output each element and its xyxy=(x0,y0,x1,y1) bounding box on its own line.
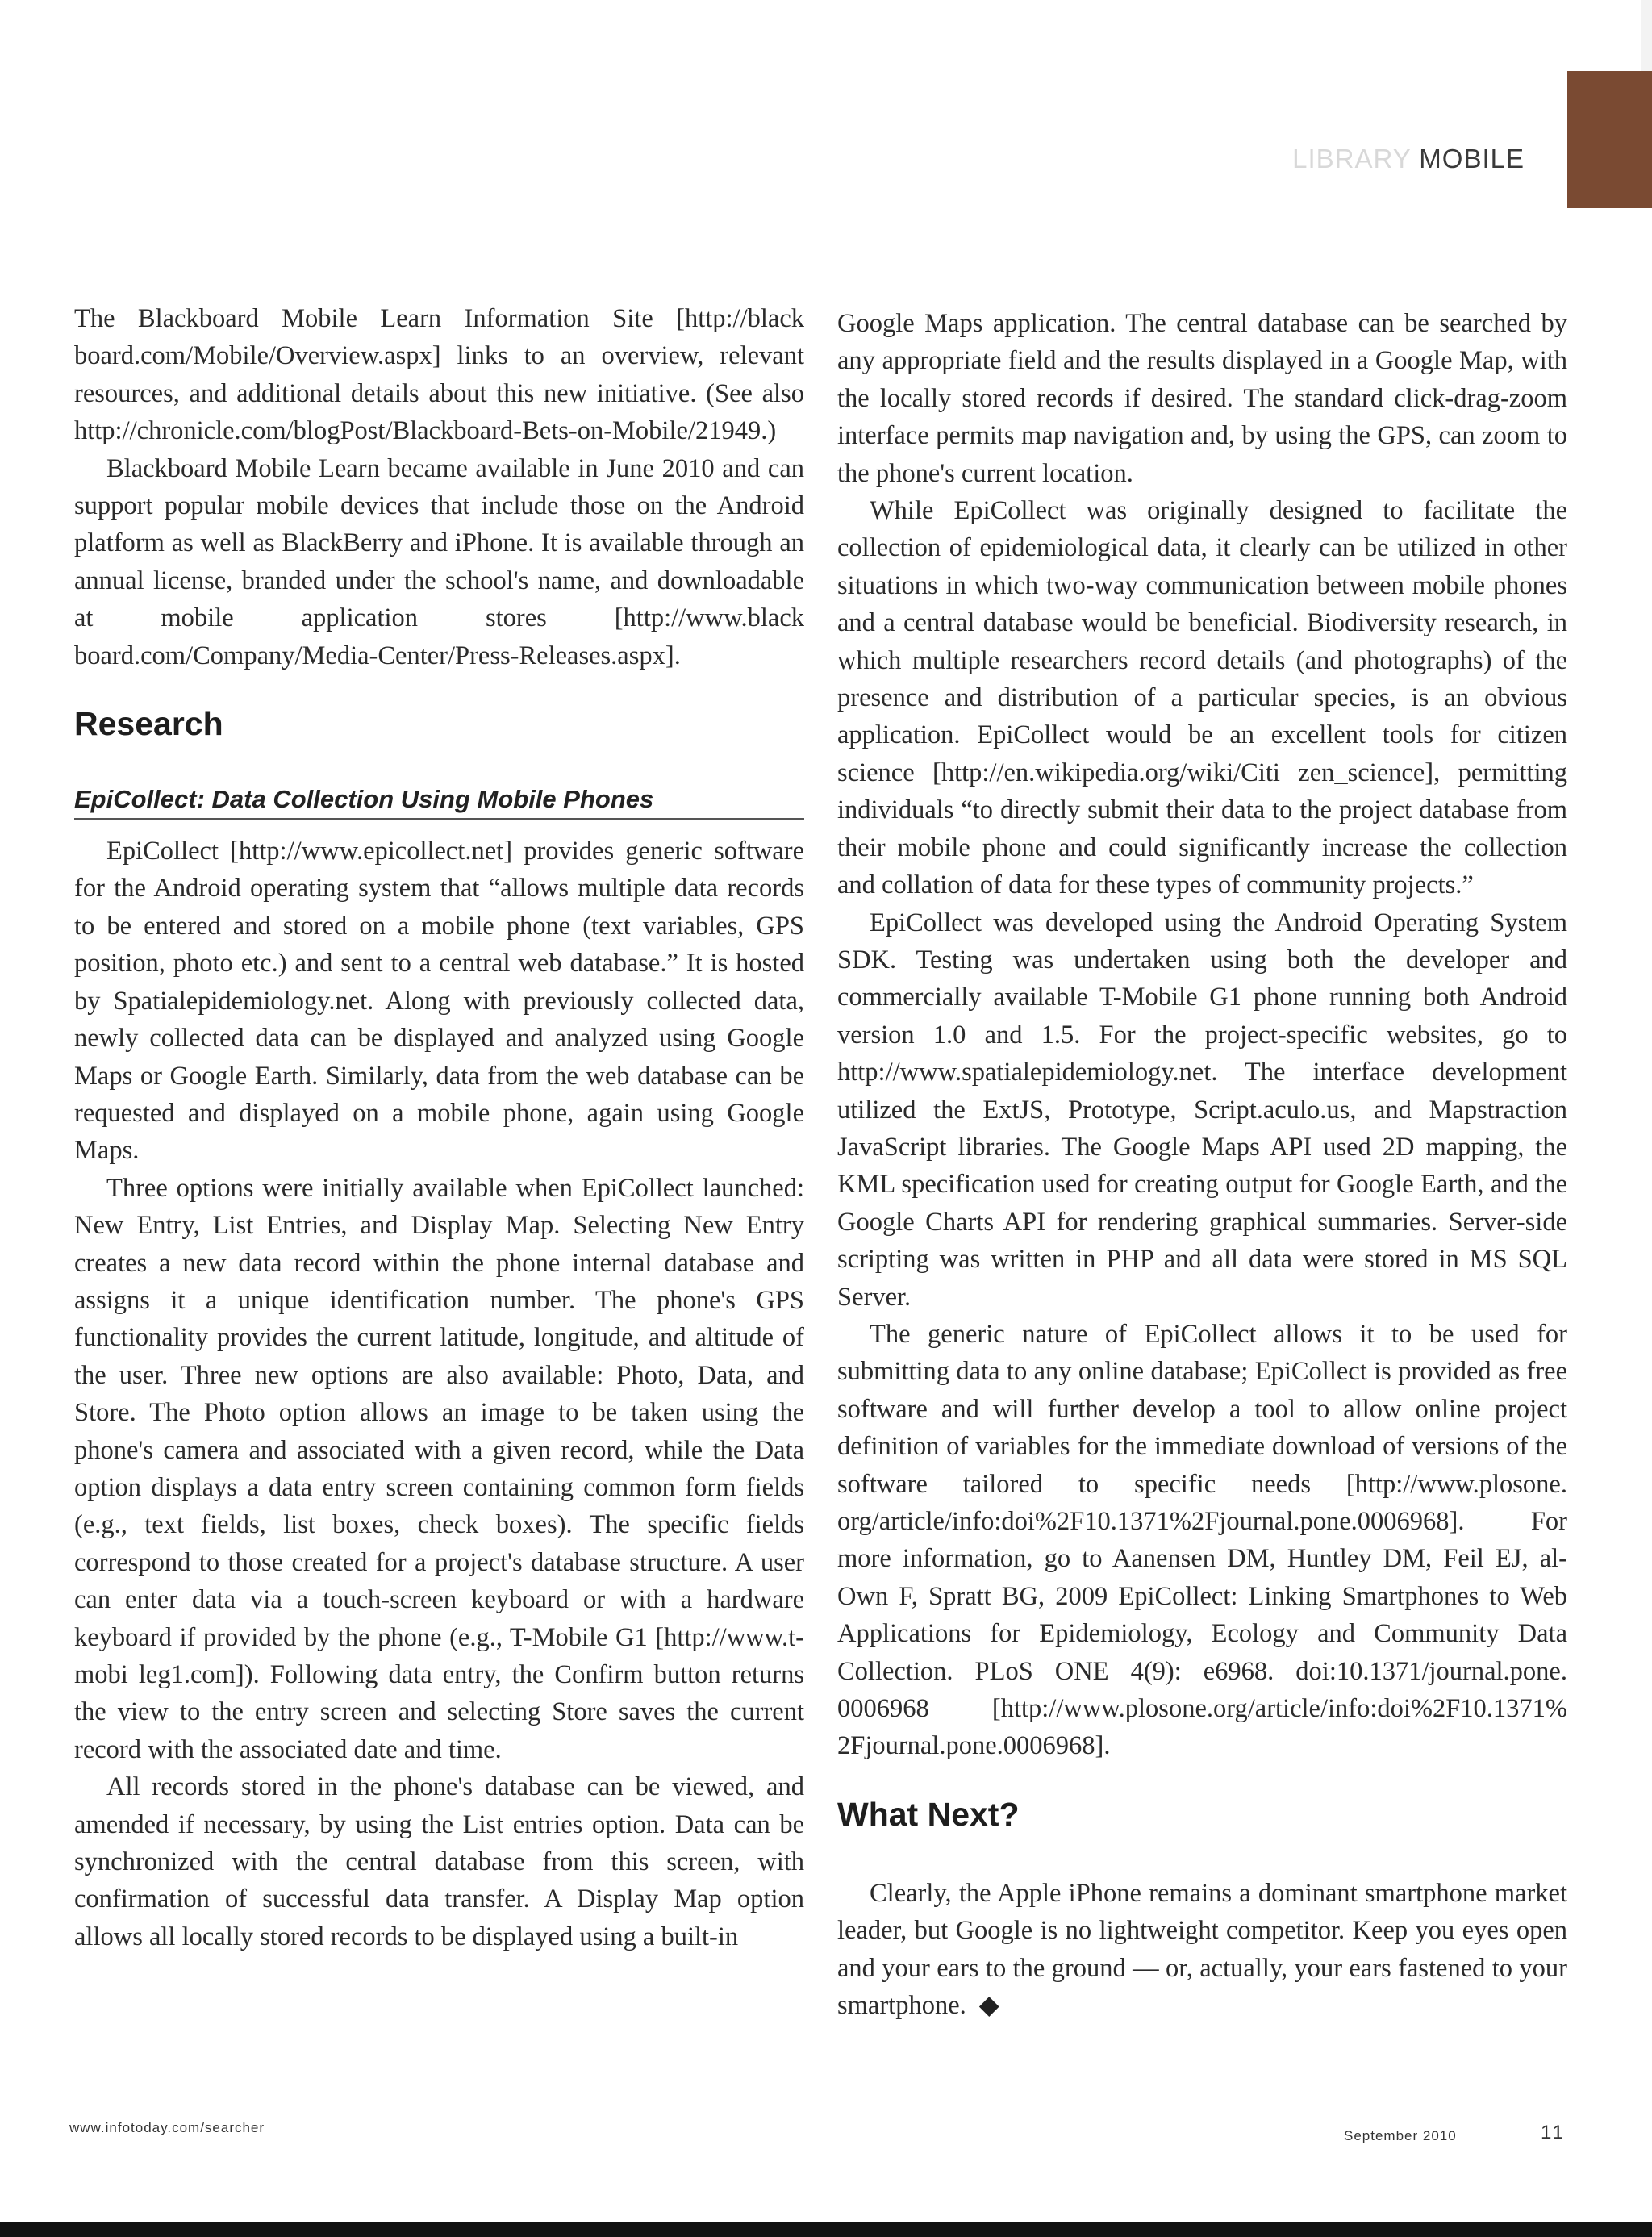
paragraph: While EpiCollect was originally designed to facilitate the collection of epidemiological data, it clearly can be utilized in other situations in which two-way communication between mobile phones and a central database would be beneficial. Biodiversity research, in which multiple researchers record details (and photographs) of the presence and distribution of a particular species, is an obvious application. EpiCollect would be an excellent tools for citizen science [http://en.wikipedia.org/wiki/Citi zen_science], permitting individuals “to directly submit their data to the project database from their mobile phone and could significantly increase the collection and collation of data for these types of community projects.” xyxy=(837,496,1567,900)
right-column xyxy=(837,305,1567,2024)
paragraph: The generic nature of EpiCollect allows it to be used for submitting data to any online database; EpiCollect is provided as free software and will further develop a tool to allow online project definition of variables for the immediate download of versions of the software tailored to specific needs [http://www.plosone. org/article/info:doi%2F10.1371%2Fjournal.pone.0006968]. For more information, go to Aanensen DM, Huntley DM, Feil EJ, al-Own F, Spratt BG, 2009 EpiCollect: Linking Smartphones to Web Applications for Epidemiology, Ecology and Community Data Collection. PLoS ONE 4(9): e6968. doi:10.1371/journal.pone. 0006968 [http://www.plosone.org/article/info:doi%2F10.1371% 2Fjournal.pone.0006968]. xyxy=(837,1319,1567,1761)
closing-text: Clearly, the Apple iPhone remains a dominant smartphone market leader, but Google is no lightweight competitor. Keep you eyes open and your ears to the ground — or, actually, your ears fastened to your smartphone. xyxy=(837,1878,1567,2021)
paragraph: The Blackboard Mobile Learn Information Site [http://black board.com/Mobile/Overview.aspx] links to an overview, relevant resources, and additional details about this new initiative. (See also http://chronicle.com/blogPost/Blackboard-Bets-on-Mobile/21949.) xyxy=(74,304,804,446)
page-number: 11 xyxy=(1541,2122,1566,2143)
heading-research: Research xyxy=(74,705,223,743)
left-column xyxy=(74,300,804,1955)
section-label-library: LIBRARY xyxy=(1292,144,1412,173)
footer-date: September 2010 xyxy=(1344,2128,1457,2143)
section-label xyxy=(1292,144,1525,174)
heading-what-next: What Next? xyxy=(837,1795,1020,1833)
section-color-tab xyxy=(1567,71,1652,208)
paragraph: Blackboard Mobile Learn became available in June 2010 and can support popular mobile devices that include those on the Android platform as well as BlackBerry and iPhone. It is available through an annual license, branded under the school's name, and downloadable at mobile application stores [http://www.black board.com/Company/Media-Center/Press-Releases.aspx]. xyxy=(74,453,804,670)
paragraph: EpiCollect was developed using the Android Operating System SDK. Testing was undertaken using both the developer and commercially available T-Mobile G1 phone running both Android version 1.0 and 1.5. For the project-specific websites, go to http://www.spatialepidemiology.net. The interface development utilized the ExtJS, Prototype, Script.aculo.us, and Mapstraction JavaScript libraries. The Google Maps API used 2D mapping, the KML specification used for creating output for Google Earth, and the Google Charts API for rendering graphical summaries. Server-side scripting was written in PHP and all data were stored in MS SQL Server. xyxy=(837,908,1567,1312)
page-edge xyxy=(1641,0,1652,71)
footer-url: www.infotoday.com/searcher xyxy=(69,2120,265,2135)
paragraph xyxy=(837,1875,1567,2025)
paragraph: All records stored in the phone's database can be viewed, and amended if necessary, by using the List entries option. Data can be synchronized with the central database from this screen, with confirmation of successful data transfer. A Display Map option allows all locally stored records to be displayed using a built-in xyxy=(74,1772,804,1951)
section-label-mobile: MOBILE xyxy=(1419,144,1525,173)
subheading-epicollect: EpiCollect: Data Collection Using Mobile Phones xyxy=(74,784,804,820)
paragraph: EpiCollect [http://www.epicollect.net] provides generic software for the Android operating system that “allows multiple data records to be entered and stored on a mobile phone (text variables, GPS position, photo etc.) and sent to a central web database.” It is hosted by Spatialepidemiology.net. Along with previously collected data, newly collected data can be displayed and analyzed using Google Maps or Google Earth. Similarly, data from the web database can be requested and displayed on a mobile phone, again using Google Maps. xyxy=(74,837,804,1166)
paragraph: Three options were initially available when EpiCollect launched: New Entry, List Entries, and Display Map. Selecting New Entry creates a new data record within the phone internal database and assigns it a unique identification number. The phone's GPS functionality provides the current latitude, longitude, and altitude of the user. Three new options are also available: Photo, Data, and Store. The Photo option allows an image to be taken using the phone's camera and associated with a given record, while the Data option displays a data entry screen containing common form fields (e.g., text fields, list boxes, check boxes). The specific fields correspond to those created for a project's database structure. A user can enter data via a touch-screen keyboard or with a hardware keyboard if provided by the phone (e.g., T-Mobile G1 [http://www.t-mobi leg1.com]). Following data entry, the Confirm button returns the view to the entry screen and selecting Store saves the current record with the associated date and time. xyxy=(74,1173,804,1764)
end-of-article-icon: ◆ xyxy=(978,1991,999,2021)
scan-border xyxy=(0,2222,1652,2237)
paragraph: Google Maps application. The central database can be searched by any appropriate field and the results displayed in a Google Map, with the locally stored records if desired. The standard click-drag-zoom interface permits map navigation and, by using the GPS, can zoom to the phone's current location. xyxy=(837,309,1567,488)
